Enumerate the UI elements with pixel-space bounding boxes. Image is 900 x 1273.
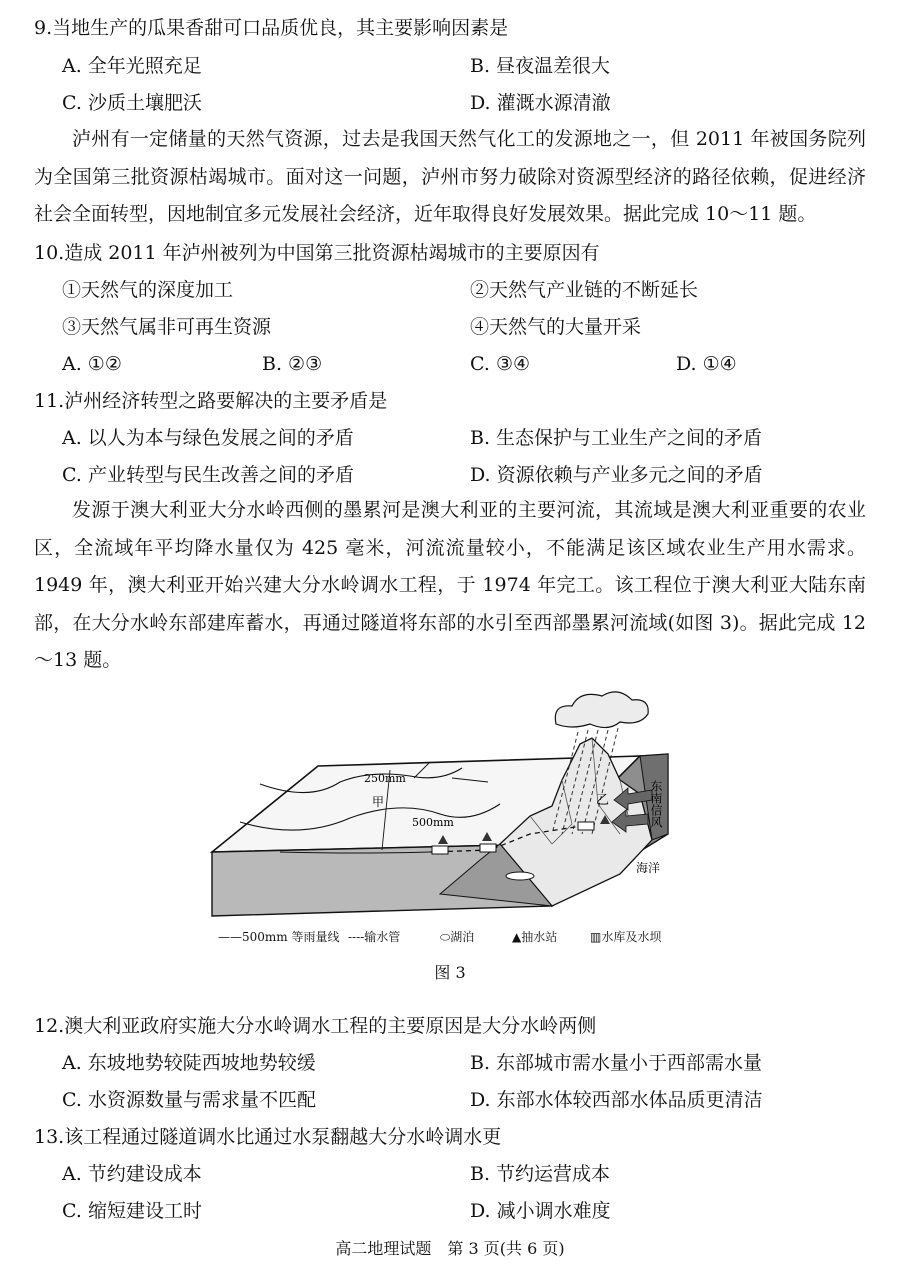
legend-lake: ⬭湖泊 xyxy=(440,930,475,944)
q10-item-2: ②天然气产业链的不断延长 xyxy=(470,279,699,301)
reservoir-dam-icon xyxy=(432,846,448,854)
legend-reservoir: ▥水库及水坝 xyxy=(590,930,662,944)
q12-option-d: D. 东部水体较西部水体品质更清洁 xyxy=(470,1089,763,1111)
page-footer: 高二地理试题 第 3 页(共 6 页) xyxy=(335,1239,565,1258)
label-250mm: 250mm xyxy=(364,772,406,785)
q10-option-a: A. ①② xyxy=(62,353,122,375)
reservoir-dam-icon xyxy=(578,822,594,830)
q10-item-3: ③天然气属非可再生资源 xyxy=(62,316,272,338)
figure-3-caption: 图 3 xyxy=(434,963,466,982)
q10-option-c: C. ③④ xyxy=(470,353,531,375)
q10-option-d: D. ①④ xyxy=(676,353,737,375)
lake-icon xyxy=(506,872,534,880)
figure-3-legend xyxy=(218,928,698,950)
q13-option-c: C. 缩短建设工时 xyxy=(62,1200,202,1222)
q11-option-d: D. 资源依赖与产业多元之间的矛盾 xyxy=(470,464,763,486)
q11-option-a: A. 以人为本与绿色发展之间的矛盾 xyxy=(62,427,354,449)
q10-item-1: ①天然气的深度加工 xyxy=(62,279,234,301)
legend-isohyet: ——500mm 等雨量线 xyxy=(218,930,340,944)
q13-option-b: B. 节约运营成本 xyxy=(470,1163,611,1185)
label-jia: 甲 xyxy=(372,795,385,809)
q13-option-a: A. 节约建设成本 xyxy=(62,1163,202,1185)
q12-option-a: A. 东坡地势较陡西坡地势较缓 xyxy=(62,1052,316,1074)
legend-pipeline: ----输水管 xyxy=(348,930,401,944)
reservoir-dam-icon xyxy=(480,844,496,852)
figure-3-block-diagram xyxy=(200,684,700,949)
q11-option-c: C. 产业转型与民生改善之间的矛盾 xyxy=(62,464,354,486)
passage-luzhou: 泸州有一定储量的天然气资源，过去是我国天然气化工的发源地之一，但 2011 年被国务院列为全国第三批资源枯竭城市。面对这一问题，泸州市努力破除对资源型经济的路径依赖，促进经济社会全面转型，因地制宜多元发展社会经济，近年取得良好发展效果。据此完成 10～11 题。 xyxy=(34,128,866,225)
label-500mm: 500mm xyxy=(412,816,454,829)
q10-option-b: B. ②③ xyxy=(262,353,323,375)
q11-option-b: B. 生态保护与工业生产之间的矛盾 xyxy=(470,427,763,449)
q13-option-d: D. 减小调水难度 xyxy=(470,1200,611,1222)
label-ocean: 海洋 xyxy=(636,861,661,875)
question-11-stem: 11.泸州经济转型之路要解决的主要矛盾是 xyxy=(34,390,388,412)
legend-pumping-station: ▲抽水站 xyxy=(512,930,558,944)
label-yi: 乙 xyxy=(596,793,610,808)
label-southeast-trade-wind: 东南信风 xyxy=(649,780,663,828)
q9-option-a: A. 全年光照充足 xyxy=(62,55,202,77)
q9-option-b: B. 昼夜温差很大 xyxy=(470,55,611,77)
q9-option-d: D. 灌溉水源清澈 xyxy=(470,92,611,114)
passage-murray-river: 发源于澳大利亚大分水岭西侧的墨累河是澳大利亚的主要河流，其流域是澳大利亚重要的农业区，全流域年平均降水量仅为 425 毫米，河流流量较小，不能满足该区域农业生产用水需求。1949 年，澳大利亚开始兴建大分水岭调水工程，于 1974 年完工。该工程位于澳大利亚大陆东南部，在大分水岭东部建库蓄水，再通过隧道将东部的水引至西部墨累河流域(如图 3)。据此完成 12～13 题。 xyxy=(34,499,866,671)
q10-item-4: ④天然气的大量开采 xyxy=(470,316,642,338)
q9-option-c: C. 沙质土壤肥沃 xyxy=(62,92,202,114)
q12-option-b: B. 东部城市需水量小于西部需水量 xyxy=(470,1052,763,1074)
question-10-stem: 10.造成 2011 年泸州被列为中国第三批资源枯竭城市的主要原因有 xyxy=(34,242,600,264)
question-12-stem: 12.澳大利亚政府实施大分水岭调水工程的主要原因是大分水岭两侧 xyxy=(34,1015,597,1037)
q12-option-c: C. 水资源数量与需求量不匹配 xyxy=(62,1089,316,1111)
rain-cloud xyxy=(555,692,648,728)
question-9-stem: 9.当地生产的瓜果香甜可口品质优良，其主要影响因素是 xyxy=(34,17,509,39)
question-13-stem: 13.该工程通过隧道调水比通过水泵翻越大分水岭调水更 xyxy=(34,1126,502,1148)
